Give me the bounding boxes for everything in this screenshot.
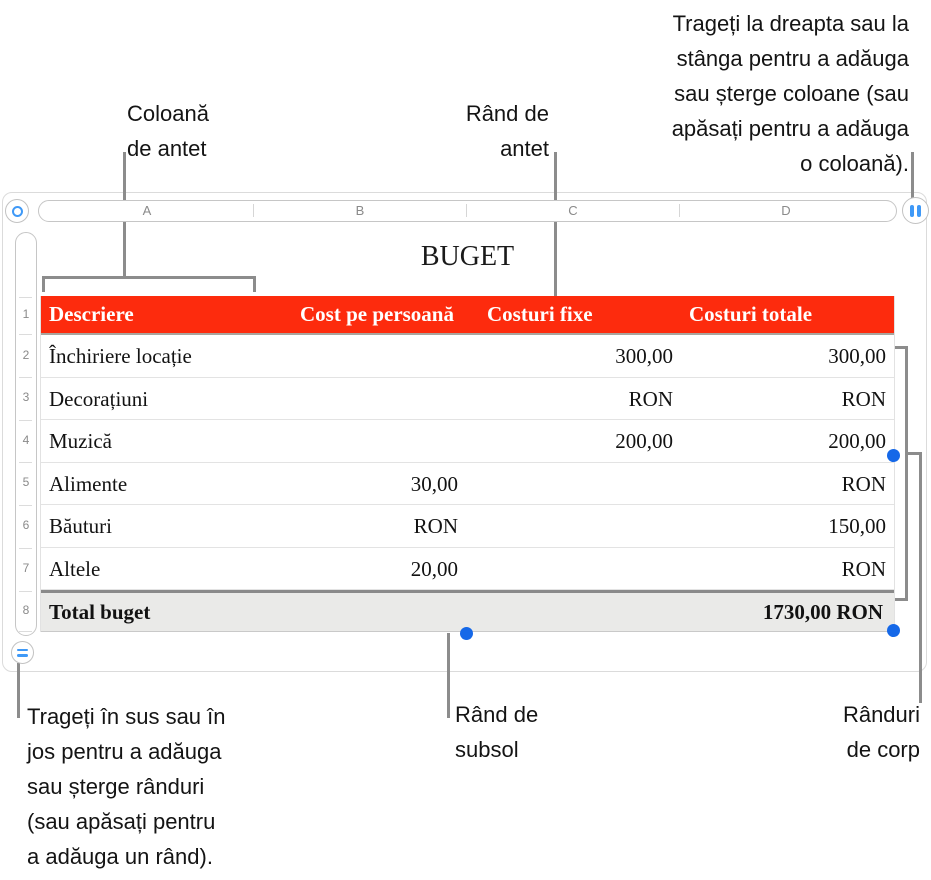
bracket-body-rows-tick-bottom [895,598,906,601]
cell[interactable] [254,378,467,421]
row-divider [19,631,32,632]
cell[interactable]: Închiriere locație [49,344,192,368]
row-header-rail[interactable] [15,232,37,636]
table-title: BUGET [420,241,515,272]
callout-line-add-rows [17,663,20,718]
cell[interactable]: 150,00 [828,514,886,538]
column-letter-a[interactable]: A [142,203,152,218]
row-divider [19,505,32,506]
column-letter-c[interactable]: C [568,203,578,218]
callout-line-header-row [554,152,557,297]
header-cell-fixed-costs[interactable]: Costuri fixe [487,302,593,326]
bracket-header-column [42,276,256,279]
footer-total-cell[interactable]: 1730,00 RON [762,599,883,624]
cell[interactable]: 300,00 [615,344,673,368]
header-cell-total-costs[interactable]: Costuri totale [689,302,813,326]
selection-handle-bottom[interactable] [460,627,473,640]
column-divider [466,204,467,217]
add-column-handle-button[interactable] [902,197,929,224]
table-row[interactable] [41,378,894,421]
equals-bars-icon [17,649,28,657]
cell[interactable] [467,548,680,591]
callout-add-rows: Trageți în sus sau în jos pentru a adăuga sau șterge rânduri (sau apăsați pentru a adăuga un rând). [27,704,226,869]
cell[interactable]: RON [841,556,886,581]
cell[interactable]: 300,00 [828,344,886,368]
cell[interactable]: RON [841,471,886,496]
row-number-7[interactable]: 7 [22,561,30,575]
row-number-3[interactable]: 3 [22,390,30,404]
add-row-handle-button[interactable] [11,641,34,664]
cell[interactable]: Muzică [49,429,112,453]
cell[interactable] [467,505,680,548]
cell[interactable]: 200,00 [615,429,673,453]
callout-line-add-columns [911,152,914,201]
cell[interactable]: 20,00 [410,556,458,581]
header-cell-cost-per-person[interactable]: Cost pe persoană [299,302,454,326]
column-header-bar[interactable] [38,200,897,222]
table-header-row[interactable] [41,296,894,333]
pause-bars-icon [910,205,921,217]
callout-line-body-rows [919,452,922,703]
circle-icon [12,206,23,217]
row-number-2[interactable]: 2 [22,348,30,362]
cell[interactable]: Altele [49,556,101,581]
bracket-body-rows [905,346,908,601]
column-letter-b[interactable]: B [355,203,365,218]
column-divider [679,204,680,217]
table-row[interactable] [41,505,894,548]
footer-label-cell[interactable]: Total buget [49,599,151,624]
row-number-8[interactable]: 8 [22,603,30,617]
cell[interactable]: Decorațiuni [49,386,149,411]
table-footer-row[interactable] [41,593,894,632]
cell[interactable] [254,420,467,463]
cell[interactable]: 200,00 [828,429,886,453]
cell[interactable]: Alimente [49,471,128,496]
callout-footer-row: Rând de subsol [455,702,539,762]
bracket-header-column-tick-left [42,276,45,292]
row-divider [19,548,32,549]
row-divider [19,297,32,298]
column-divider [253,204,254,217]
row-divider [19,377,32,378]
table-row[interactable] [41,463,894,506]
callout-body-rows: Rânduri de corp [842,702,920,762]
cell[interactable] [467,463,680,506]
row-number-4[interactable]: 4 [22,433,30,447]
callout-header-column: Coloană de antet [127,101,209,161]
cell[interactable]: Băuturi [49,514,112,538]
selection-handle-right[interactable] [887,449,900,462]
callout-add-columns: Trageți la dreapta sau la stânga pentru a adăuga sau șterge coloane (sau apăsați pentru a adăuga o coloană). [671,11,909,176]
row-divider [19,591,32,592]
table-row[interactable] [41,420,894,463]
table-handle-button[interactable] [5,199,29,223]
row-number-6[interactable]: 6 [22,518,30,532]
column-letter-d[interactable]: D [781,203,791,218]
selection-handle-bottom-right[interactable] [887,624,900,637]
budget-table [40,296,895,632]
row-divider [19,334,32,335]
table-row[interactable] [41,548,894,591]
callout-header-row: Rând de antet [465,101,549,161]
row-divider [19,420,32,421]
cell[interactable]: RON [841,386,886,411]
row-divider [19,462,32,463]
row-number-5[interactable]: 5 [22,475,30,489]
bracket-body-rows-tick-top [895,346,906,349]
bracket-header-column-tick-right [253,276,256,292]
row-number-1[interactable]: 1 [22,307,30,321]
cell[interactable] [254,335,467,378]
table-row[interactable] [41,335,894,378]
header-cell-description[interactable]: Descriere [49,302,134,326]
cell[interactable]: 30,00 [410,471,458,496]
callout-line-footer-row [447,633,450,718]
cell[interactable]: RON [413,514,458,538]
cell[interactable]: RON [628,386,673,411]
